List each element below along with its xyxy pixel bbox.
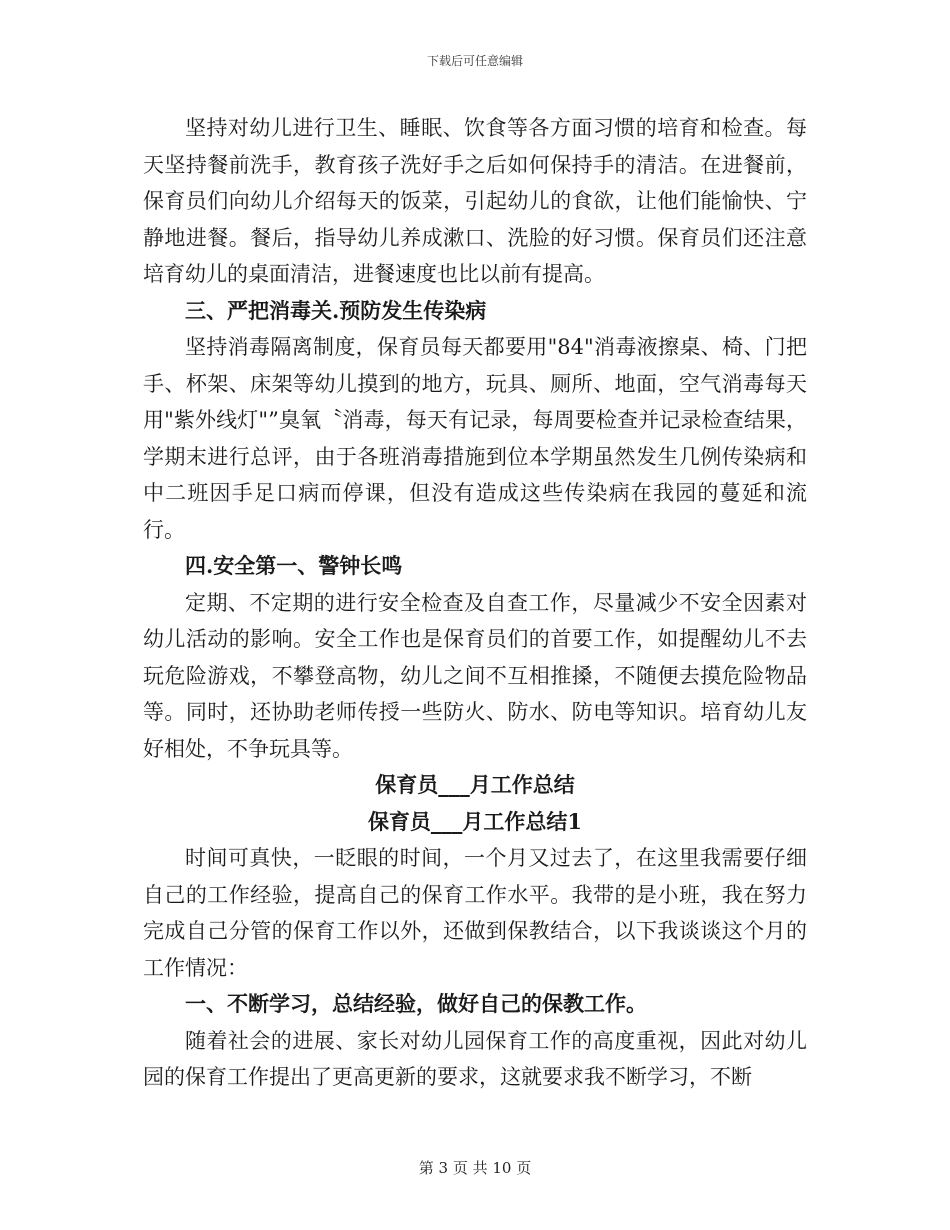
paragraph: 随着社会的进展、家长对幼儿园保育工作的高度重视，因此对幼儿园的保育工作提出了更高更新的要求，这就要求我不断学习，不断 (143, 1028, 807, 1089)
section-heading: 四.安全第一、警钟长鸣 (185, 553, 403, 578)
document-body (143, 110, 807, 1096)
document-title: 保育员___月工作总结 (375, 772, 575, 797)
page-number: 第 3 页 共 10 页 (418, 1159, 532, 1177)
section-heading: 一、不断学习，总结经验，做好自己的保教工作。 (185, 991, 647, 1016)
document-subtitle: 保育员___月工作总结1 (367, 808, 583, 834)
section-heading: 三、严把消毒关.预防发生传染病 (185, 297, 487, 323)
paragraph: 坚持消毒隔离制度，保育员每天都要用"84"消毒液擦桌、椅、门把手、杯架、床架等幼儿摸到的地方，玩具、厕所、地面，空气消毒每天用"紫外线灯"”臭氧〝消毒，每天有记录，每周要检查并记录检查结果，学期末进行总评，由于各班消毒措施到位本学期虽然发生几例传染病和中二班因手足口病而停课，但没有造成这些传染病在我园的蔓延和流行。 (143, 335, 807, 542)
paragraph: 时间可真快，一眨眼的时间，一个月又过去了，在这里我需要仔细自己的工作经验，提高自己的保育工作水平。我带的是小班，我在努力完成自己分管的保育工作以外，还做到保教结合，以下我谈谈这个月的工作情况： (143, 846, 807, 980)
page-header-note: 下载后可任意编辑 (426, 54, 523, 68)
paragraph: 坚持对幼儿进行卫生、睡眠、饮食等各方面习惯的培育和检查。每天坚持餐前洗手，教育孩子洗好手之后如何保持手的清洁。在进餐前，保育员们向幼儿介绍每天的饭菜，引起幼儿的食欲，让他们能愉快、宁静地进餐。餐后，指导幼儿养成漱口、洗脸的好习惯。保育员们还注意培育幼儿的桌面清洁，进餐速度也比以前有提高。 (143, 116, 807, 286)
paragraph: 定期、不定期的进行安全检查及自查工作，尽量减少不安全因素对幼儿活动的影响。安全工作也是保育员们的首要工作，如提醒幼儿不去玩危险游戏，不攀登高物，幼儿之间不互相推搡，不随便去摸危险物品等。同时，还协助老师传授一些防火、防水、防电等知识。培育幼儿友好相处，不争玩具等。 (143, 590, 807, 761)
